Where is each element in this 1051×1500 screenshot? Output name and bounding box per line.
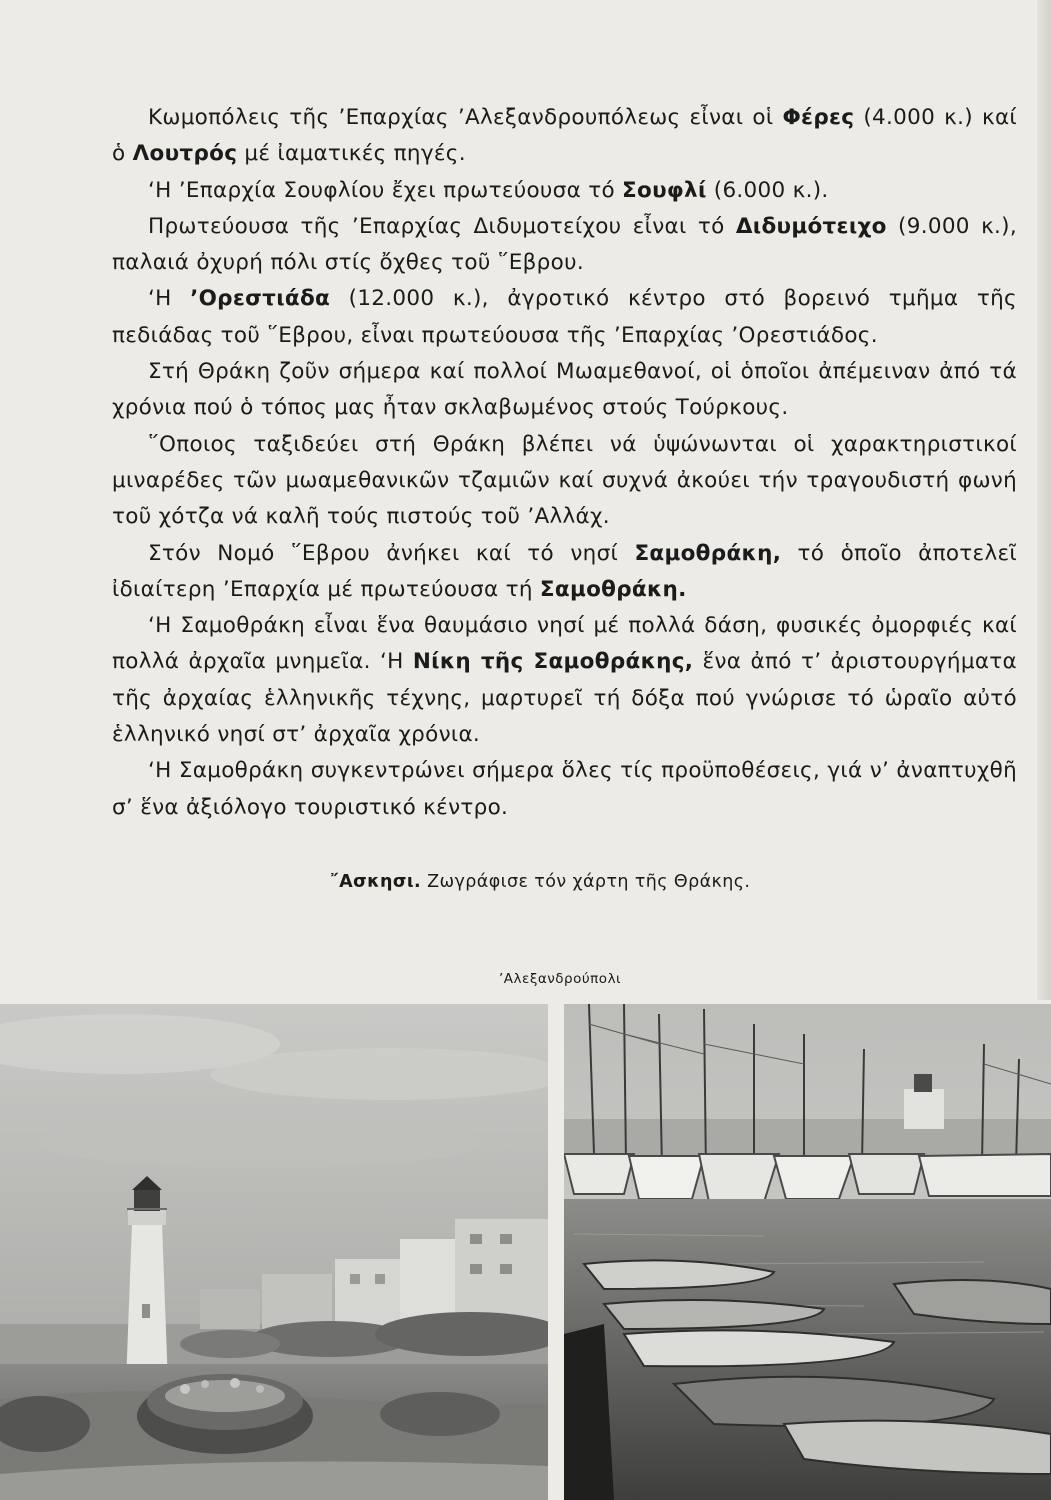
paragraph-8 bbox=[112, 608, 1017, 753]
text-run: ‘Η bbox=[148, 286, 191, 312]
bold-term: ’Ορεστιάδα bbox=[190, 286, 331, 312]
text-run: Στόν Νομό ῞Εβρου ἀνήκει καί τό νησί bbox=[148, 540, 635, 566]
paragraph-4 bbox=[112, 281, 1017, 354]
bold-term: Διδυμότειχο bbox=[735, 213, 887, 239]
bold-term: Σουφλί bbox=[622, 177, 707, 203]
exercise-line bbox=[330, 872, 750, 892]
paragraph-1 bbox=[112, 100, 1017, 173]
bold-term: Φέρες bbox=[782, 105, 855, 130]
bold-term: Σαμοθράκη. bbox=[539, 576, 687, 602]
paragraph-5 bbox=[112, 354, 1017, 427]
text-run: Πρωτεύουσα τῆς ’Επαρχίας Διδυμοτείχου εἶναι τό bbox=[148, 213, 736, 239]
lighthouse-photo bbox=[0, 1004, 548, 1500]
text-run: Κωμοπόλεις τῆς ’Επαρχίας ’Αλεξανδρουπόλεως εἶναι οἱ bbox=[148, 105, 783, 130]
page-edge-shadow bbox=[1037, 0, 1051, 1000]
text-run: ‘Η Σαμοθράκη εἶναι ἕνα θαυμάσιο νησί μέ πολλά δάση, φυσικές ὀμορφιές καί πολλά ἀρχαῖα μνημεῖα. ‘Η bbox=[112, 613, 1017, 675]
text-run: μέ ἰαματικές πηγές. bbox=[237, 141, 466, 167]
paragraph-6 bbox=[112, 427, 1017, 536]
body-text bbox=[112, 100, 1017, 826]
text-run: (9.000 κ.), παλαιά ὀχυρή πόλι στίς ὄχθες τοῦ ῞Εβρου. bbox=[112, 213, 1017, 276]
exercise-text: Ζωγράφισε τόν χάρτη τῆς Θράκης. bbox=[421, 872, 751, 892]
text-run: ῞Οποιος ταξιδεύει στή Θράκη βλέπει νά ὑψώνωνται οἱ χαρακτηριστικοί μιναρέδες τῶν μωαμεθανικῶν τζαμιῶν καί συχνά ἀκούει τήν τραγουδιστή φωνή τοῦ χότζα νά καλῆ τούς πιστούς τοῦ ’Αλλάχ. bbox=[112, 431, 1017, 530]
text-run: (12.000 κ.), ἀγροτικό κέντρο στό βορεινό τμῆμα τῆς πεδιάδας τοῦ ῞Εβρου, εἶναι πρωτεύουσα τῆς ’Επαρχίας ’Ορεστιάδος. bbox=[112, 286, 1017, 348]
bold-term: Σαμοθράκη, bbox=[634, 540, 782, 566]
exercise-label: ῎Ασκησι. bbox=[330, 872, 422, 892]
paragraph-3 bbox=[112, 209, 1017, 282]
text-run: ‘Η ’Επαρχία Σουφλίου ἔχει πρωτεύουσα τό bbox=[148, 177, 623, 203]
paragraph-7 bbox=[112, 536, 1017, 609]
harbour-photo bbox=[564, 1004, 1051, 1500]
lighthouse-photo-illustration bbox=[0, 1004, 548, 1500]
paragraph-2 bbox=[112, 173, 1017, 209]
text-run: (6.000 κ.). bbox=[706, 177, 829, 203]
harbour-photo-illustration bbox=[564, 1004, 1051, 1500]
text-run: ‘Η Σαμοθράκη συγκεντρώνει σήμερα ὅλες τίς προϋποθέσεις, γιά ν’ ἀναπτυχθῆ σ’ ἕνα ἀξιόλογο τουριστικό κέντρο. bbox=[112, 758, 1017, 820]
text-run: ἕνα ἀπό τ’ ἀριστουργήματα τῆς ἀρχαίας ἑλληνικῆς τέχνης, μαρτυρεῖ τή δόξα πού γνώρισε τό ὡραῖο αὐτό ἑλληνικό νησί στ’ ἀρχαῖα χρόνια. bbox=[112, 649, 1018, 748]
text-run: τό ὁποῖο ἀποτελεῖ ἰδιαίτερη ’Επαρχία μέ πρωτεύουσα τή bbox=[112, 540, 1017, 602]
bold-term: Νίκη τῆς Σαμοθράκης, bbox=[412, 649, 694, 675]
paragraph-9 bbox=[112, 753, 1017, 826]
text-run: (4.000 κ.) καί ὁ bbox=[112, 105, 1017, 167]
text-run: Στή Θράκη ζοῦν σήμερα καί πολλοί Μωαμεθανοί, οἱ ὁποῖοι ἀπέμειναν ἀπό τά χρόνια πού ὁ τόπος μας ἦταν σκλαβωμένος στούς Τούρκους. bbox=[112, 359, 1017, 421]
bold-term: Λουτρός bbox=[132, 141, 238, 167]
photo-caption: ’Αλεξανδρούπολι bbox=[499, 971, 622, 987]
